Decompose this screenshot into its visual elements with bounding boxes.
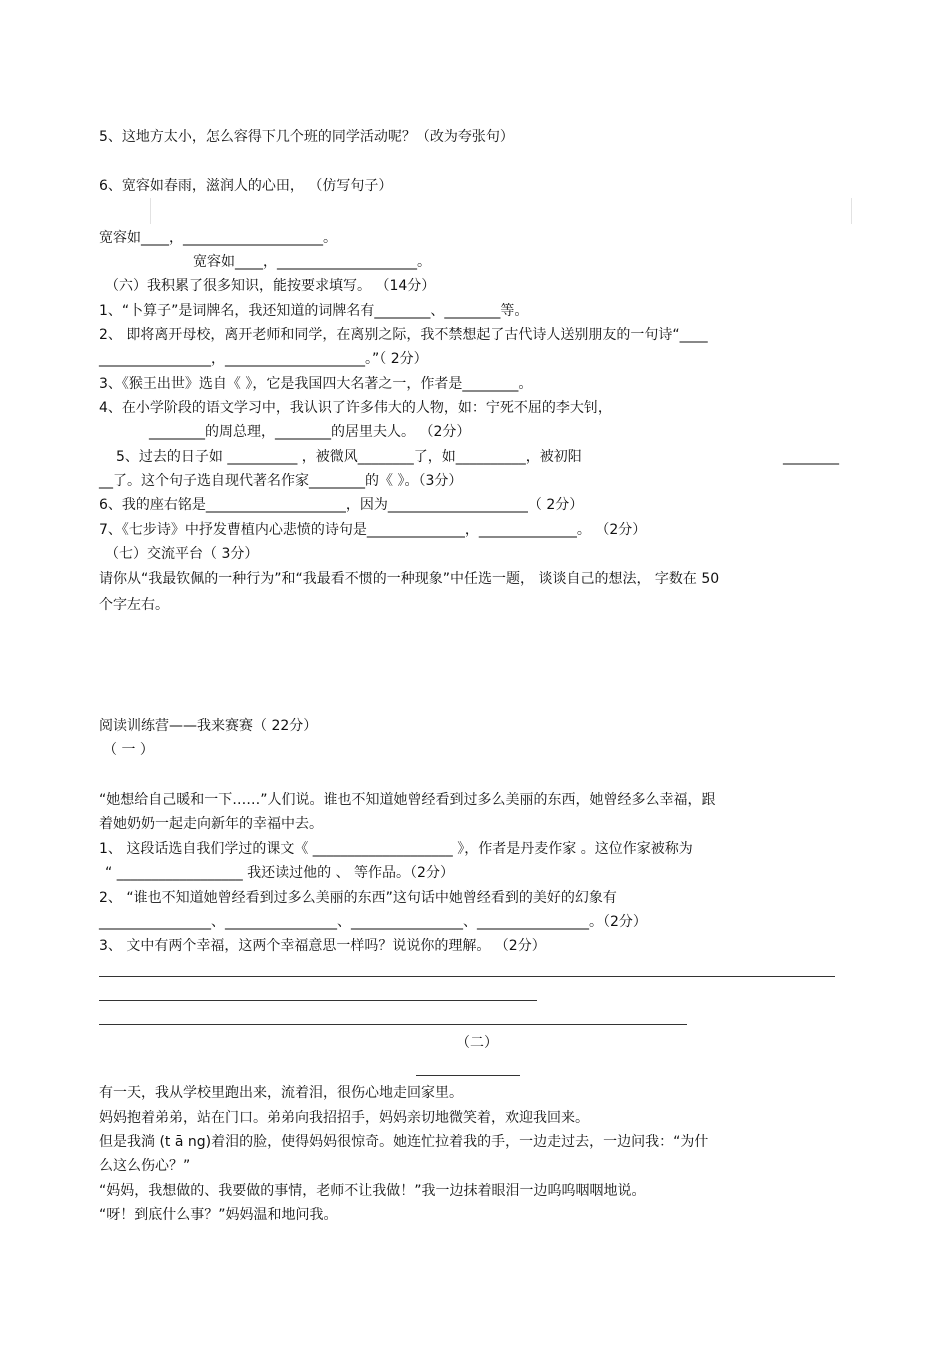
passage-2-line-3: 但是我淌 (t ā ng)着泪的脸，使得妈妈很惊奇。她连忙拉着我的手，一边走过去，一边问我：“为什 bbox=[99, 1134, 709, 1150]
reading-q2-cont: ________________、________________、________________、________________。（2分） bbox=[99, 914, 647, 930]
answer-rule-3 bbox=[99, 1024, 687, 1025]
section-6-q3: 3、《猴王出世》选自《 》，它是我国四大名著之一，作者是________。 bbox=[99, 376, 533, 392]
passage-2-line-1: 有一天，我从学校里跑出来，流着泪，很伤心地走回家里。 bbox=[99, 1085, 463, 1101]
section-7-prompt: 请你从“我最钦佩的一种行为”和“我最看不惯的一种现象”中任选一题， 谈谈自己的想法， 字数在 50 bbox=[99, 571, 720, 587]
reading-heading: 阅读训练营——我来赛赛（ 22分） bbox=[99, 718, 318, 734]
reading-part-2-label: （二） bbox=[456, 1035, 498, 1051]
section-6-q5: 5、过去的日子如 __________ ，被微风________了，如__________，被初阳 bbox=[116, 449, 582, 465]
section-6-q5-cont: __了。这个句子选自现代著名作家________的《 》。（3分） bbox=[99, 473, 463, 489]
section-6-q4: 4、在小学阶段的语文学习中，我认识了许多伟大的人物，如：宁死不屈的李大钊， bbox=[99, 400, 612, 416]
reading-part-1-label: （ 一 ） bbox=[103, 742, 154, 758]
section-6-q1: 1、“卜算子”是词牌名，我还知道的词牌名有________、________等。 bbox=[99, 303, 529, 319]
margin-mark-left bbox=[150, 198, 151, 224]
passage-2-line-6: “呀！到底什么事？”妈妈温和地问我。 bbox=[99, 1207, 338, 1223]
margin-mark-right bbox=[851, 198, 852, 224]
section-7-prompt-cont: 个字左右。 bbox=[99, 597, 169, 613]
section-6-q5-blank: ________ bbox=[783, 449, 839, 465]
title-blank-line bbox=[416, 1075, 520, 1076]
answer-rule-1 bbox=[99, 976, 835, 977]
section-6-q4-cont: ________的周总理，________的居里夫人。 （2分） bbox=[149, 424, 471, 440]
reading-q1-cont: “ __________________ 我还读过他的 、 等作品。（2分） bbox=[105, 865, 454, 881]
section-6-q7: 7、《七步诗》中抒发曹植内心悲愤的诗句是______________，______________。 （2分） bbox=[99, 522, 647, 538]
section-6-q2-cont: ________________，____________________。”（ 2分） bbox=[99, 351, 428, 367]
passage-2-line-5: “妈妈，我想做的、我要做的事情，老师不让我做！”我一边抹着眼泪一边呜呜咽咽地说。 bbox=[99, 1183, 646, 1199]
reading-q3: 3、 文中有两个幸福，这两个幸福意思一样吗？说说你的理解。 （2分） bbox=[99, 938, 546, 954]
passage-2-line-4: 么这么伤心？” bbox=[99, 1158, 191, 1174]
section-6-heading: （六）我积累了很多知识，能按要求填写。 （14分） bbox=[105, 278, 436, 294]
answer-rule-2 bbox=[99, 1000, 537, 1001]
question-5-hyperbole: 5、这地方太小，怎么容得下几个班的同学活动呢？（改为夸张句） bbox=[99, 129, 514, 145]
answer-line-1: 宽容如____，____________________。 bbox=[99, 230, 337, 246]
section-7-heading: （七）交流平台（ 3分） bbox=[105, 546, 259, 562]
reading-q1: 1、 这段话选自我们学过的课文《 ____________________ 》，作者是丹麦作家 。这位作家被称为 bbox=[99, 841, 693, 857]
question-6-imitate: 6、宽容如春雨，滋润人的心田， （仿写句子） bbox=[99, 178, 393, 194]
reading-q2: 2、 “谁也不知道她曾经看到过多么美丽的东西”这句话中她曾经看到的美好的幻象有 bbox=[99, 890, 617, 906]
passage-1-line-1: “她想给自己暖和一下……”人们说。谁也不知道她曾经看到过多么美丽的东西，她曾经多么幸福，跟 bbox=[99, 792, 716, 808]
section-6-q6: 6、我的座右铭是____________________，因为____________________（ 2分） bbox=[99, 497, 584, 513]
section-6-q2: 2、 即将离开母校，离开老师和同学，在离别之际，我不禁想起了古代诗人送别朋友的一句诗“____ bbox=[99, 327, 708, 343]
passage-2-line-2: 妈妈抱着弟弟，站在门口。弟弟向我招招手，妈妈亲切地微笑着，欢迎我回来。 bbox=[99, 1110, 589, 1126]
answer-line-2: 宽容如____，____________________。 bbox=[193, 254, 431, 270]
passage-1-line-2: 着她奶奶一起走向新年的幸福中去。 bbox=[99, 816, 323, 832]
